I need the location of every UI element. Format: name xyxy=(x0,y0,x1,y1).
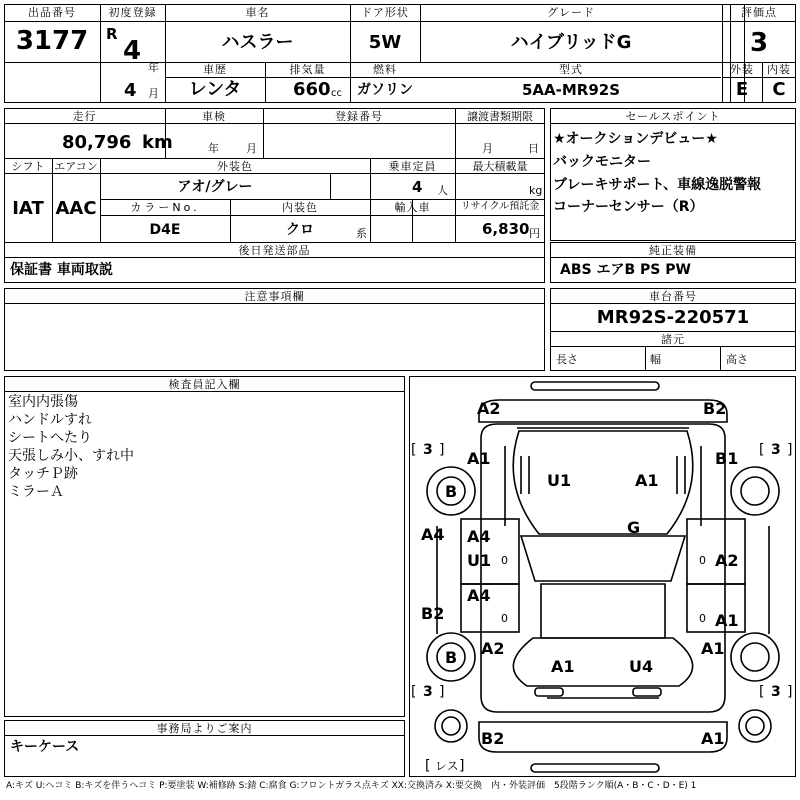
later-parts: 保証書 車両取説 xyxy=(10,262,113,278)
int-grade: C xyxy=(772,79,786,100)
mark-door-fl-2: U1 xyxy=(467,551,492,570)
load-unit: kg xyxy=(529,184,543,197)
pill-mark: 0 xyxy=(501,612,508,625)
equipment-label: 純正装備 xyxy=(649,244,697,257)
car-name: ハスラー xyxy=(221,32,294,53)
reg-month: 4 xyxy=(124,80,137,101)
reg-year: 4 xyxy=(123,36,142,66)
salespoint-line: ブレーキサポート、車線逸脱警報 xyxy=(553,177,762,193)
aircon: AAC xyxy=(55,198,97,219)
displacement: 660 xyxy=(293,79,331,100)
salespoint-label: セールスポイント xyxy=(625,110,721,123)
interior-color: クロ xyxy=(286,222,314,238)
score: 3 xyxy=(749,28,769,58)
first-reg-label: 初度登録 xyxy=(108,6,157,19)
mileage-label: 走行 xyxy=(72,110,97,123)
intcolor-unit: 系 xyxy=(356,227,367,240)
inspect-month: 月 xyxy=(246,142,257,155)
tread-spare: レス xyxy=(435,759,459,773)
transfer-label: 譲渡書類期限 xyxy=(467,110,533,123)
seats-unit: 人 xyxy=(437,184,448,197)
salespoint-line: コーナーセンサー（R） xyxy=(553,199,704,215)
history-label: 車歴 xyxy=(203,63,227,76)
shift-label: シフト xyxy=(11,160,45,173)
mark-trunk-l: A1 xyxy=(551,657,575,676)
recycle-unit: 円 xyxy=(529,227,540,240)
import-label: 輸入車 xyxy=(394,201,431,214)
tread-fl-bracket: [ xyxy=(411,442,417,458)
car-name-label: 車名 xyxy=(245,6,270,19)
int-label: 内装 xyxy=(767,63,791,76)
ext-grade: E xyxy=(735,79,749,100)
reg-year-unit: 年 xyxy=(148,61,159,74)
inspector-line: シートへたり xyxy=(8,430,92,446)
inspector-line: 天張しみ小、すれ中 xyxy=(8,448,134,464)
mark-roof: G xyxy=(627,518,641,537)
tread-rr: 3 xyxy=(771,684,781,700)
spec-label: 諸元 xyxy=(661,333,685,346)
color-label: 外装色 xyxy=(217,160,253,173)
spec-width: 幅 xyxy=(650,353,661,366)
era: R xyxy=(106,25,118,43)
fuel: ガソリン xyxy=(357,82,413,98)
mark-side-l: A4 xyxy=(421,525,445,544)
inspector-line: タッチＰ跡 xyxy=(8,466,78,482)
inspector-label: 検査員記入欄 xyxy=(168,378,241,391)
mark-door-rl: A4 xyxy=(467,586,491,605)
pill-mark: 0 xyxy=(699,554,706,567)
tread-fl-bracket-close: ] xyxy=(439,442,445,458)
tread-rl-bracket-close: ] xyxy=(439,684,445,700)
office-text: キーケース xyxy=(10,739,80,755)
car-diagram xyxy=(409,376,796,777)
tread-rl-bracket: [ xyxy=(411,684,417,700)
transfer-month: 月 xyxy=(482,142,493,155)
grade: ハイブリッドG xyxy=(510,32,632,53)
mark-hood-l: U1 xyxy=(547,471,572,490)
tread-spare-bracket-close: ] xyxy=(459,758,465,774)
tread-fr-bracket: [ xyxy=(759,442,765,458)
mark-trunk-r: U4 xyxy=(629,657,654,676)
tread-fr-bracket-close: ] xyxy=(787,442,793,458)
inspect-year: 年 xyxy=(208,142,219,155)
mark-fr-bumper-r: B2 xyxy=(703,399,727,418)
ac-label: エアコン xyxy=(54,160,98,173)
tread-rr-bracket: [ xyxy=(759,684,765,700)
mileage: 80,796 xyxy=(62,132,132,153)
ext-label: 外装 xyxy=(730,63,754,76)
mark-rr-bumper-r: A1 xyxy=(701,729,725,748)
recycle-deposit: 6,830 xyxy=(482,220,530,238)
score-label: 評価点 xyxy=(741,6,777,19)
intcolor-label: 内装色 xyxy=(282,201,318,214)
model-code: 5AA-MR92S xyxy=(521,81,621,99)
tread-rl: 3 xyxy=(423,684,433,700)
salespoint-line: ★オークションデビュー★ xyxy=(553,131,718,147)
shift: IAT xyxy=(12,198,44,219)
disp-unit: cc xyxy=(331,88,342,99)
tread-spare-bracket: [ xyxy=(425,758,431,774)
load-label: 最大積載量 xyxy=(472,160,528,173)
mark-tire-fl: B xyxy=(445,482,458,501)
regno-label: 登録番号 xyxy=(335,110,383,123)
exterior-color: アオ/グレー xyxy=(177,179,253,195)
transfer-day: 日 xyxy=(528,142,539,155)
door-type: 5W xyxy=(368,32,402,53)
tread-rr-bracket-close: ] xyxy=(787,684,793,700)
seats-label: 乗車定員 xyxy=(388,160,437,173)
door-label: ドア形状 xyxy=(361,6,409,19)
disp-label: 排気量 xyxy=(289,63,326,76)
mark-door-fl-1: A4 xyxy=(467,527,491,546)
inspector-line: 室内内張傷 xyxy=(8,394,78,410)
lot-number: 3177 xyxy=(15,26,89,56)
pill-mark: 0 xyxy=(501,554,508,567)
mileage-unit: km xyxy=(142,132,173,153)
mark-hood-r: A1 xyxy=(635,471,659,490)
mark-sill-l: B2 xyxy=(421,604,445,623)
lot-label: 出品番号 xyxy=(28,6,76,19)
colorno-label: カラーNo. xyxy=(130,201,200,214)
chassis-label: 車台番号 xyxy=(649,290,697,303)
mark-door-fr: A2 xyxy=(715,551,739,570)
mark-fr-bumper-l: A2 xyxy=(477,399,501,418)
later-label: 後日発送部品 xyxy=(238,244,311,257)
pill-mark: 0 xyxy=(699,612,706,625)
color-number: D4E xyxy=(149,222,181,238)
tread-fr: 3 xyxy=(771,442,781,458)
history: レンタ xyxy=(188,79,242,100)
spec-height: 高さ xyxy=(726,353,748,366)
spec-length: 長さ xyxy=(556,353,578,366)
mark-rear-fender-l: A2 xyxy=(481,639,505,658)
office-label: 事務局よりご案内 xyxy=(156,722,253,735)
inspector-line: ハンドルすれ xyxy=(8,412,92,428)
salespoint-line: バックモニター xyxy=(553,154,651,170)
fuel-label: 燃料 xyxy=(373,63,397,76)
mark-tire-rl: B xyxy=(445,648,458,667)
inspector-line: ミラーＡ xyxy=(8,484,64,500)
recycle-label: リサイクル預託金 xyxy=(460,201,540,212)
model-label: 型式 xyxy=(559,63,583,76)
reg-month-unit: 月 xyxy=(148,87,159,100)
salespoint-box xyxy=(550,108,796,241)
notes-label: 注意事項欄 xyxy=(244,290,305,303)
mark-fr-fender-r: B1 xyxy=(715,449,739,468)
mark-rear-fender-r: A1 xyxy=(701,639,725,658)
mark-rr-bumper-l: B2 xyxy=(481,729,505,748)
mark-fr-fender-l: A1 xyxy=(467,449,491,468)
inspect-label: 車検 xyxy=(202,110,226,123)
tread-fl: 3 xyxy=(423,442,433,458)
mark-door-rr: A1 xyxy=(715,611,739,630)
chassis-number: MR92S-220571 xyxy=(596,307,750,328)
seats: 4 xyxy=(412,178,423,196)
legend: A:キズ U:ヘコミ B:キズを伴うヘコミ P:要塗装 W:補修跡 S:錆 C:腐食 G:フロントガラス点キズ XX:交換済み X:要交換 内・外装評価 5段階ランク順(A・B・C・D・E) 1 xyxy=(6,781,697,791)
grade-label: グレード xyxy=(547,6,595,19)
equipment-items: ABS エアB PS PW xyxy=(560,262,691,278)
